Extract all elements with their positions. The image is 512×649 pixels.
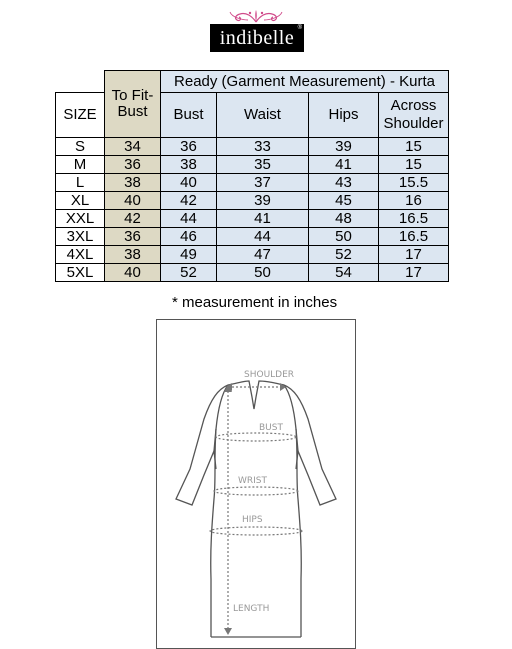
cell-shoulder: 16.5 bbox=[379, 210, 449, 228]
header-ready-measurement: Ready (Garment Measurement) - Kurta bbox=[161, 71, 449, 93]
label-length: LENGTH bbox=[233, 604, 270, 614]
cell-hips: 45 bbox=[309, 192, 379, 210]
cell-to-fit: 38 bbox=[105, 246, 161, 264]
cell-hips: 39 bbox=[309, 138, 379, 156]
cell-bust: 40 bbox=[161, 174, 217, 192]
brand-name: indibelle bbox=[219, 26, 295, 49]
cell-waist: 35 bbox=[217, 156, 309, 174]
header-size: SIZE bbox=[56, 93, 105, 138]
cell-to-fit: 42 bbox=[105, 210, 161, 228]
cell-waist: 33 bbox=[217, 138, 309, 156]
cell-bust: 44 bbox=[161, 210, 217, 228]
table-row bbox=[56, 228, 449, 246]
cell-shoulder: 16 bbox=[379, 192, 449, 210]
header-waist: Waist bbox=[217, 93, 309, 138]
table-row bbox=[56, 210, 449, 228]
label-shoulder: SHOULDER bbox=[244, 370, 295, 380]
cell-hips: 52 bbox=[309, 246, 379, 264]
cell-waist: 44 bbox=[217, 228, 309, 246]
table-row bbox=[56, 264, 449, 282]
registered-mark: ® bbox=[297, 25, 302, 31]
cell-shoulder: 17 bbox=[379, 264, 449, 282]
cell-shoulder: 15.5 bbox=[379, 174, 449, 192]
header-hips: Hips bbox=[309, 93, 379, 138]
cell-shoulder: 16.5 bbox=[379, 228, 449, 246]
label-wrist: WRIST bbox=[238, 476, 268, 486]
cell-waist: 41 bbox=[217, 210, 309, 228]
cell-bust: 49 bbox=[161, 246, 217, 264]
cell-hips: 43 bbox=[309, 174, 379, 192]
cell-size: 5XL bbox=[56, 264, 105, 282]
cell-size: L bbox=[56, 174, 105, 192]
kurta-measurement-diagram bbox=[156, 319, 356, 649]
header-bust: Bust bbox=[161, 93, 217, 138]
cell-bust: 46 bbox=[161, 228, 217, 246]
label-bust: BUST bbox=[259, 423, 283, 433]
cell-size: 4XL bbox=[56, 246, 105, 264]
cell-to-fit: 34 bbox=[105, 138, 161, 156]
cell-size: S bbox=[56, 138, 105, 156]
cell-bust: 52 bbox=[161, 264, 217, 282]
cell-hips: 50 bbox=[309, 228, 379, 246]
flourish-ornament-icon bbox=[228, 8, 284, 24]
cell-waist: 39 bbox=[217, 192, 309, 210]
size-chart-table bbox=[55, 70, 449, 282]
cell-size: M bbox=[56, 156, 105, 174]
header-across-shoulder: Across Shoulder bbox=[379, 93, 449, 138]
cell-hips: 54 bbox=[309, 264, 379, 282]
cell-size: XXL bbox=[56, 210, 105, 228]
table-row bbox=[56, 156, 449, 174]
cell-hips: 41 bbox=[309, 156, 379, 174]
header-to-fit-bust: To Fit-Bust bbox=[105, 71, 161, 138]
cell-waist: 37 bbox=[217, 174, 309, 192]
cell-to-fit: 36 bbox=[105, 156, 161, 174]
cell-size: 3XL bbox=[56, 228, 105, 246]
blank-cell bbox=[56, 71, 105, 93]
cell-shoulder: 15 bbox=[379, 156, 449, 174]
table-row bbox=[56, 246, 449, 264]
measurement-note: * measurement in inches bbox=[172, 294, 338, 311]
logo-box bbox=[210, 24, 304, 52]
cell-hips: 48 bbox=[309, 210, 379, 228]
table-row bbox=[56, 192, 449, 210]
cell-to-fit: 40 bbox=[105, 192, 161, 210]
cell-to-fit: 36 bbox=[105, 228, 161, 246]
label-hips: HIPS bbox=[242, 515, 263, 525]
brand-logo bbox=[206, 8, 306, 52]
cell-bust: 38 bbox=[161, 156, 217, 174]
cell-waist: 50 bbox=[217, 264, 309, 282]
table-row bbox=[56, 174, 449, 192]
cell-to-fit: 38 bbox=[105, 174, 161, 192]
table-header-group-row bbox=[56, 71, 449, 93]
cell-bust: 36 bbox=[161, 138, 217, 156]
cell-shoulder: 17 bbox=[379, 246, 449, 264]
cell-shoulder: 15 bbox=[379, 138, 449, 156]
cell-waist: 47 bbox=[217, 246, 309, 264]
table-row bbox=[56, 138, 449, 156]
cell-size: XL bbox=[56, 192, 105, 210]
cell-to-fit: 40 bbox=[105, 264, 161, 282]
cell-bust: 42 bbox=[161, 192, 217, 210]
